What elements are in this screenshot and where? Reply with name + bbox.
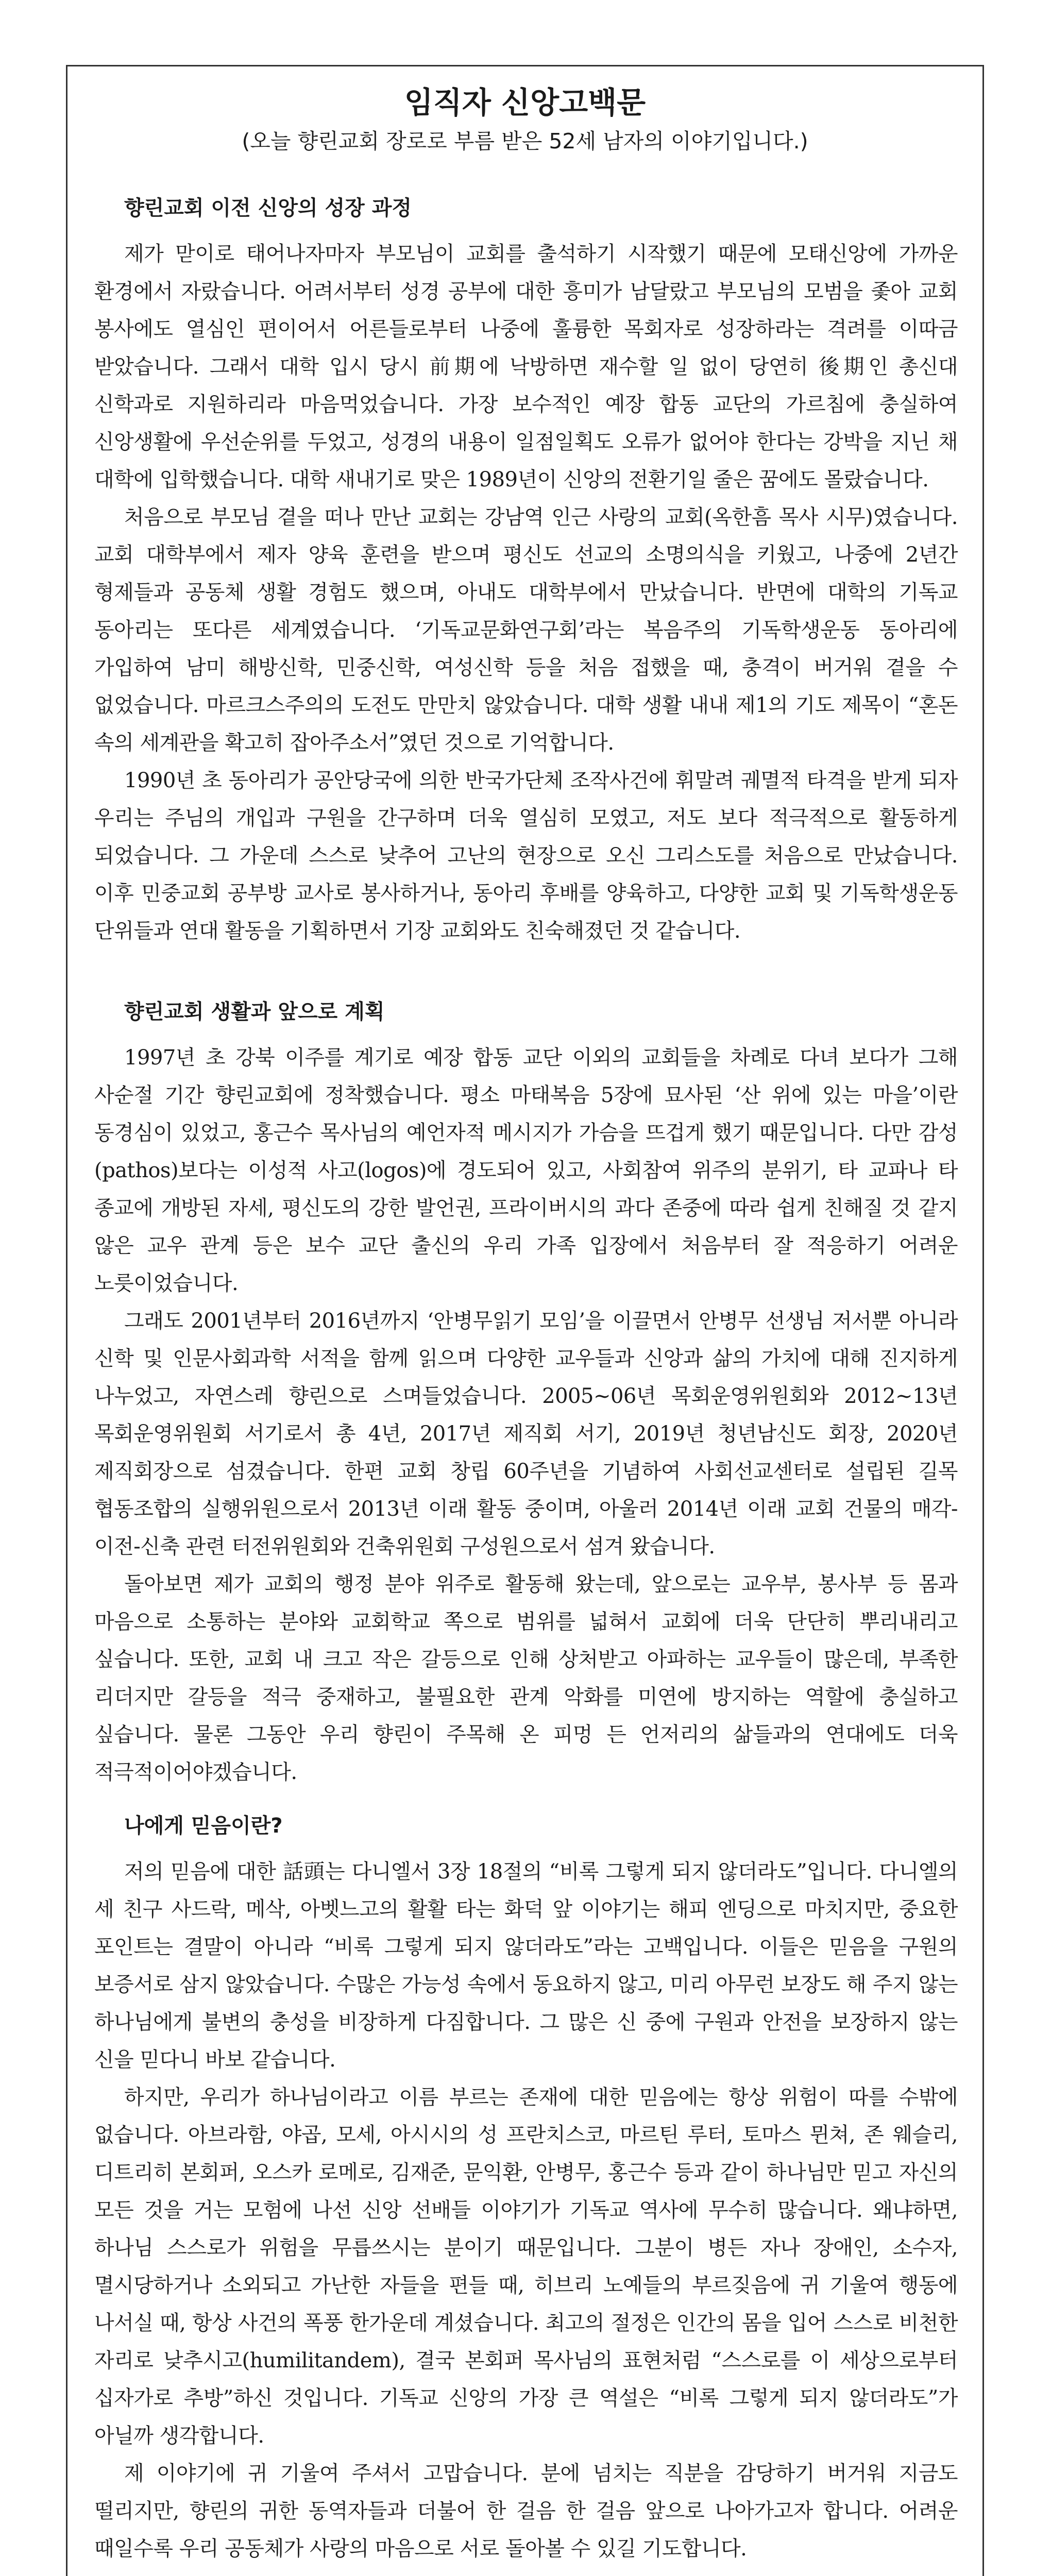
paragraph: 하지만, 우리가 하나님이라고 이름 부르는 존재에 대한 믿음에는 항상 위험이 따를 수밖에 없습니다. 아브라함, 야곱, 모세, 아시시의 성 프란치스코, 마르틴 루터, 토마스 뮌쳐, 존 웨슬리, 디트리히 본회퍼, 오스카 로메로, 김재준, 문익환, 안병무, 홍근수 등과 같이 하나님만 믿고 자신의 모든 것을 거는 모험에 나선 신앙 선배들 이야기가 기독교 역사에 무수히 많습니다. 왜냐하면, 하나님 스스로가 위험을 무릅쓰시는 분이기 때문입니다. 그분이 병든 자나 장애인, 소수자, 멸시당하거나 소외되고 가난한 자들을 편들 때, 히브리 노예들의 부르짖음에 귀 기울여 행동에 나서실 때, 항상 사건의 폭풍 한가운데 계셨습니다. 최고의 절정은 인간의 몸을 입어 스스로 비천한 자리로 낮추시고(humilitandem), 결국 본회퍼 목사님의 표현처럼 “스스로를 이 세상으로부터 십자가로 추방”하신 것입니다. 기독교 신앙의 가장 큰 역설은 “비록 그렇게 되지 않더라도”가 아닐까 생각합니다. <box>94 2086 958 2448</box>
paragraph: 1990년 초 동아리가 공안당국에 의한 반국가단체 조작사건에 휘말려 궤멸적 타격을 받게 되자 우리는 주님의 개입과 구원을 간구하며 더욱 열심히 모였고, 저도 보다 적극적으로 활동하게 되었습니다. 그 가운데 스스로 낮추어 고난의 현장으로 오신 그리스도를 처음으로 만났습니다. 이후 민중교회 공부방 교사로 봉사하거나, 동아리 후배를 양육하고, 다양한 교회 및 기독학생운동 단위들과 연대 활동을 기획하면서 기장 교회와도 친숙해졌던 것 같습니다. <box>94 769 958 943</box>
document-frame <box>66 65 984 2576</box>
section-growth-before-hyanglin <box>94 190 958 950</box>
paragraph: 돌아보면 제가 교회의 행정 분야 위주로 활동해 왔는데, 앞으로는 교우부, 봉사부 등 몸과 마음으로 소통하는 분야와 교회학교 쪽으로 범위를 넓혀서 교회에 더욱 단단히 뿌리내리고 싶습니다. 또한, 교회 내 크고 작은 갈등으로 인해 상처받고 아파하는 교우들이 많은데, 부족한 리더지만 갈등을 적극 중재하고, 불필요한 관계 악화를 미연에 방지하는 역할에 충실하고 싶습니다. 물론 그동안 우리 향린이 주목해 온 피멍 든 언저리의 삶들과의 연대에도 더욱 적극적이어야겠습니다. <box>94 1572 958 1784</box>
paragraph: 저의 믿음에 대한 話頭는 다니엘서 3장 18절의 “비록 그렇게 되지 않더라도”입니다. 다니엘의 세 친구 사드락, 메삭, 아벳느고의 활활 타는 화덕 앞 이야기는 해피 엔딩으로 마치지만, 중요한 포인트는 결말이 아니라 “비록 그렇게 되지 않더라도”라는 고백입니다. 이들은 믿음을 구원의 보증서로 삼지 않았습니다. 수많은 가능성 속에서 동요하지 않고, 미리 아무런 보장도 해 주지 않는 하나님에게 불변의 충성을 비장하게 다짐합니다. 그 많은 신 중에 구원과 안전을 보장하지 않는 신을 믿다니 바보 같습니다. <box>94 1860 958 2072</box>
paragraph: 그래도 2001년부터 2016년까지 ‘안병무읽기 모임’을 이끌면서 안병무 선생님 저서뿐 아니라 신학 및 인문사회과학 서적을 함께 읽으며 다양한 교우들과 신앙과 삶의 가치에 대해 진지하게 나누었고, 자연스레 향린으로 스며들었습니다. 2005~06년 목회운영위원회와 2012~13년 목회운영위원회 서기로서 총 4년, 2017년 제직회 서기, 2019년 청년남신도 회장, 2020년 제직회장으로 섬겼습니다. 한편 교회 창립 60주년을 기념하여 사회선교센터로 설립된 길목 협동조합의 실행위원으로서 2013년 이래 활동 중이며, 아울러 2014년 이래 교회 건물의 매각-이전-신축 관련 터전위원회와 건축위원회 구성원으로서 섬겨 왔습니다. <box>94 1309 958 1558</box>
section-what-faith-means <box>94 1808 958 2568</box>
paragraph: 제가 맏이로 태어나자마자 부모님이 교회를 출석하기 시작했기 때문에 모태신앙에 가까운 환경에서 자랐습니다. 어려서부터 성경 공부에 대한 흥미가 남달랐고 부모님의 모범을 좇아 교회 봉사에도 열심인 편이어서 어른들로부터 나중에 훌륭한 목회자로 성장하라는 격려를 이따금 받았습니다. 그래서 대학 입시 당시 前期에 낙방하면 재수할 일 없이 당연히 後期인 총신대 신학과로 지원하리라 마음먹었습니다. 가장 보수적인 예장 합동 교단의 가르침에 충실하여 신앙생활에 우선순위를 두었고, 성경의 내용이 일점일획도 오류가 없어야 한다는 강박을 지닌 채 대학에 입학했습니다. 대학 새내기로 맞은 1989년이 신앙의 전환기일 줄은 꿈에도 몰랐습니다. <box>94 242 958 492</box>
paragraph: 제 이야기에 귀 기울여 주셔서 고맙습니다. 분에 넘치는 직분을 감당하기 버거워 지금도 떨리지만, 향린의 귀한 동역자들과 더불어 한 걸음 한 걸음 앞으로 나아가고자 합니다. 어려운 때일수록 우리 공동체가 사랑의 마음으로 서로 돌아볼 수 있길 기도합니다. <box>94 2462 958 2561</box>
document-subtitle: (오늘 향린교회 장로로 부름 받은 52세 남자의 이야기입니다.) <box>242 129 808 154</box>
section-heading: 향린교회 생활과 앞으로 계획 <box>124 1000 385 1024</box>
paragraph: 처음으로 부모님 곁을 떠나 만난 교회는 강남역 인근 사랑의 교회(옥한흠 목사 시무)였습니다. 교회 대학부에서 제자 양육 훈련을 받으며 평신도 선교의 소명의식을 키웠고, 나중에 2년간 형제들과 공동체 생활 경험도 했으며, 아내도 대학부에서 만났습니다. 반면에 대학의 기독교 동아리는 또다른 세계였습니다. ‘기독교문화연구회’라는 복음주의 기독학생운동 동아리에 가입하여 남미 해방신학, 민중신학, 여성신학 등을 처음 접했을 때, 충격이 버거워 곁을 수 없었습니다. 마르크스주의의 도전도 만만치 않았습니다. 대학 생활 내내 제1의 기도 제목이 “혼돈 속의 세계관을 확고히 잡아주소서”였던 것으로 기억합니다. <box>94 505 958 755</box>
section-heading: 향린교회 이전 신앙의 성장 과정 <box>124 196 412 220</box>
document-title: 임직자 신앙고백문 <box>404 85 646 120</box>
section-heading: 나에게 믿음이란? <box>124 1814 283 1838</box>
section-hyanglin-life-and-plans <box>94 994 958 1791</box>
document-header <box>67 82 982 158</box>
paragraph: 1997년 초 강북 이주를 계기로 예장 합동 교단 이외의 교회들을 차례로 다녀 보다가 그해 사순절 기간 향린교회에 정착했습니다. 평소 마태복음 5장에 묘사된 ‘산 위에 있는 마을’이란 동경심이 있었고, 홍근수 목사님의 예언자적 메시지가 가슴을 뜨겁게 했기 때문입니다. 다만 감성(pathos)보다는 이성적 사고(logos)에 경도되어 있고, 사회참여 위주의 분위기, 타 교파나 타 종교에 개방된 자세, 평신도의 강한 발언권, 프라이버시의 과다 존중에 따라 쉽게 친해질 것 같지 않은 교우 관계 등은 보수 교단 출신의 우리 가족 입장에서 처음부터 잘 적응하기 어려운 노릇이었습니다. <box>94 1046 958 1295</box>
